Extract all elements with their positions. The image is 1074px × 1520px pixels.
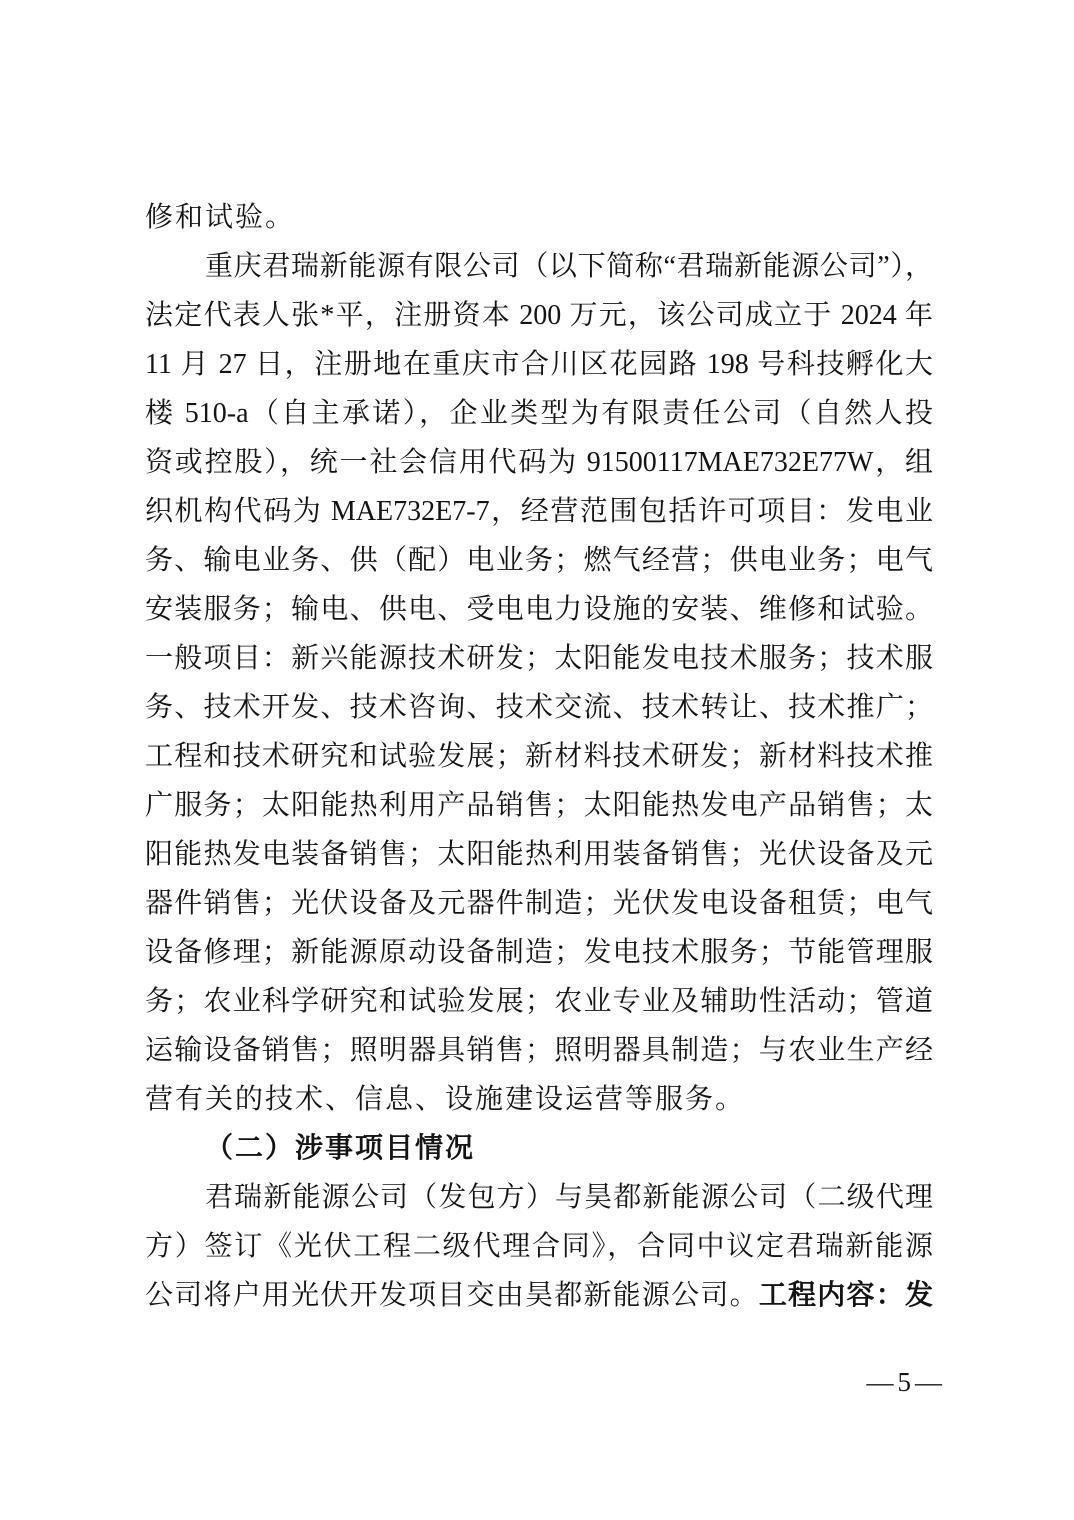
- text-segment: 安装服务；输电、供电、受电电力设施的安装、维修和试验。: [145, 594, 933, 625]
- text-line: [145, 438, 933, 487]
- text-segment: 11 月 27 日，注册地在重庆市合川区花园路 198 号科技孵化大: [145, 349, 933, 380]
- text-segment: 营有关的技术、信息、设施建设运营等服务。: [145, 1084, 746, 1115]
- document-body: [145, 193, 933, 1320]
- text-line: [145, 634, 933, 683]
- text-line: [145, 536, 933, 585]
- text-segment: 法定代表人张*平，注册资本 200 万元，该公司成立于 2024 年: [145, 300, 933, 331]
- text-segment: 重庆君瑞新能源有限公司（以下简称“君瑞新能源公司”），: [205, 251, 933, 282]
- text-line: [145, 1271, 933, 1320]
- text-line: [145, 732, 933, 781]
- text-line: [145, 1173, 933, 1222]
- text-segment: 修和试验。: [145, 202, 296, 233]
- text-line: [145, 977, 933, 1026]
- text-segment: 君瑞新能源公司（发包方）与昊都新能源公司（二级代理: [205, 1182, 933, 1213]
- text-segment: 方）签订《光伏工程二级代理合同》，合同中议定君瑞新能源: [145, 1231, 933, 1262]
- text-segment: 工程和技术研究和试验发展；新材料技术研发；新材料技术推: [145, 741, 933, 772]
- text-segment: 运输设备销售；照明器具销售；照明器具制造；与农业生产经: [145, 1035, 933, 1066]
- page-number: —5—: [866, 1367, 946, 1397]
- text-line: [145, 291, 933, 340]
- text-segment: 器件销售；光伏设备及元器件制造；光伏发电设备租赁；电气: [145, 888, 933, 919]
- text-line: [145, 830, 933, 879]
- section-heading-line: [145, 1124, 933, 1173]
- text-segment: 广服务；太阳能热利用产品销售；太阳能热发电产品销售；太: [145, 790, 933, 821]
- text-segment: 楼 510-a（自主承诺），企业类型为有限责任公司（自然人投: [145, 398, 933, 429]
- text-line: [145, 1026, 933, 1075]
- text-segment: 阳能热发电装备销售；太阳能热利用装备销售；光伏设备及元: [145, 839, 933, 870]
- text-segment: 设备修理；新能源原动设备制造；发电技术服务；节能管理服: [145, 937, 933, 968]
- text-line: [145, 781, 933, 830]
- text-line: [145, 683, 933, 732]
- text-segment: 织机构代码为 MAE732E7-7，经营范围包括许可项目：发电业: [145, 496, 933, 527]
- text-segment: 务、技术开发、技术咨询、技术交流、技术转让、技术推广；: [145, 692, 933, 723]
- text-line: [145, 193, 933, 242]
- text-segment: 资或控股），统一社会信用代码为 91500117MAE732E77W，组: [145, 447, 933, 478]
- text-line: [145, 487, 933, 536]
- bold-text-segment: （二）涉事项目情况: [205, 1133, 476, 1164]
- bold-text-segment: 工程内容：发: [758, 1280, 933, 1311]
- text-line: [145, 389, 933, 438]
- text-line: [145, 242, 933, 291]
- text-segment: 公司将户用光伏开发项目交由昊都新能源公司。: [145, 1280, 759, 1311]
- text-line: [145, 1075, 933, 1124]
- text-line: [145, 340, 933, 389]
- text-line: [145, 1222, 933, 1271]
- text-line: [145, 585, 933, 634]
- text-segment: 务、输电业务、供（配）电业务；燃气经营；供电业务；电气: [145, 545, 933, 576]
- text-segment: 务；农业科学研究和试验发展；农业专业及辅助性活动；管道: [145, 986, 933, 1017]
- text-line: [145, 928, 933, 977]
- text-segment: 一般项目：新兴能源技术研发；太阳能发电技术服务；技术服: [145, 643, 933, 674]
- text-line: [145, 879, 933, 928]
